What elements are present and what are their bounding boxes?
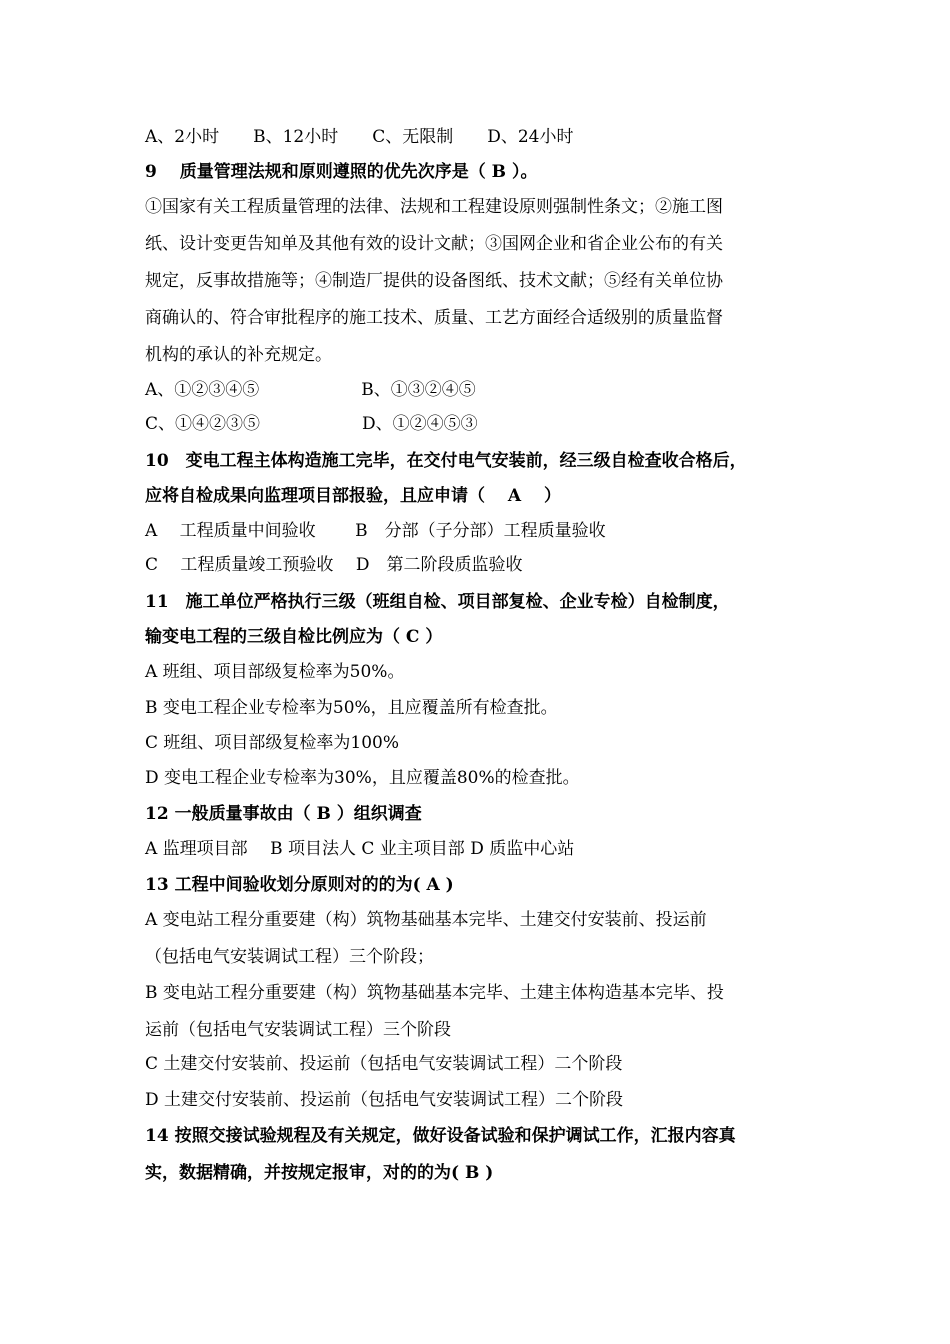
q11-option-c: C 班组、项目部级复检率为100% (145, 733, 400, 753)
q11-question-line-1: 11 施工单位严格执行三级（班组自检、项目部复检、企业专检）自检制度， (145, 592, 730, 612)
q13-option-d: D 土建交付安装前、投运前（包括电气安装调试工程）二个阶段 (145, 1090, 624, 1110)
q11-option-d: D 变电工程企业专检率为30%，且应覆盖80%的检查批。 (145, 768, 580, 788)
q9-options-cd: C、①④②③⑤ D、①②④⑤③ (145, 414, 478, 434)
q9-text-line-5: 机构的承认的补充规定。 (145, 345, 332, 365)
q8-options: A、2小时 B、12小时 C、无限制 D、24小时 (145, 127, 574, 147)
q10-options-ab: A 工程质量中间验收 B 分部（子分部）工程质量验收 (145, 521, 606, 541)
q13-option-a-line-1: A 变电站工程分重要建（构）筑物基础基本完毕、土建交付安装前、投运前 (145, 910, 707, 930)
q9-text-line-3: 规定，反事故措施等；④制造厂提供的设备图纸、技术文献；⑤经有关单位协 (145, 271, 723, 291)
q12-options: A 监理项目部 B 项目法人 C 业主项目部 D 质监中心站 (145, 839, 575, 859)
q11-option-a: A 班组、项目部级复检率为50%。 (145, 662, 405, 682)
q13-question: 13 工程中间验收划分原则对的的为( A ) (145, 875, 454, 895)
q13-option-a-line-2: （包括电气安装调试工程）三个阶段； (145, 947, 434, 967)
q13-option-b-line-1: B 变电站工程分重要建（构）筑物基础基本完毕、土建主体构造基本完毕、投 (145, 983, 724, 1003)
q9-text-line-4: 商确认的、符合审批程序的施工技术、质量、工艺方面经合适级别的质量监督 (145, 308, 723, 328)
q14-question-line-2: 实，数据精确，并按规定报审，对的的为( B ) (145, 1163, 494, 1183)
q13-option-b-line-2: 运前（包括电气安装调试工程）三个阶段 (145, 1020, 451, 1040)
q14-question-line-1: 14 按照交接试验规程及有关规定，做好设备试验和保护调试工作，汇报内容真 (145, 1126, 736, 1146)
q9-question: 9 质量管理法规和原则遵照的优先次序是（ B ）。 (145, 162, 538, 182)
q11-option-b: B 变电工程企业专检率为50%，且应覆盖所有检查批。 (145, 698, 558, 718)
q9-text-line-2: 纸、设计变更告知单及其他有效的设计文献；③国网企业和省企业公布的有关 (145, 234, 723, 254)
q10-question-line-1: 10 变电工程主体构造施工完毕，在交付电气安装前，经三级自检查收合格后， (145, 451, 747, 471)
q9-text-line-1: ①国家有关工程质量管理的法律、法规和工程建设原则强制性条文；②施工图 (145, 197, 723, 217)
q10-options-cd: C 工程质量竣工预验收 D 第二阶段质监验收 (145, 555, 523, 575)
q11-question-line-2: 输变电工程的三级自检比例应为（ C ） (145, 627, 443, 647)
q10-question-line-2: 应将自检成果向监理项目部报验，且应申请（ A ） (145, 486, 562, 506)
q9-options-ab: A、①②③④⑤ B、①③②④⑤ (145, 380, 476, 400)
q12-question: 12 一般质量事故由（ B ）组织调查 (145, 804, 422, 824)
q13-option-c: C 土建交付安装前、投运前（包括电气安装调试工程）二个阶段 (145, 1054, 623, 1074)
